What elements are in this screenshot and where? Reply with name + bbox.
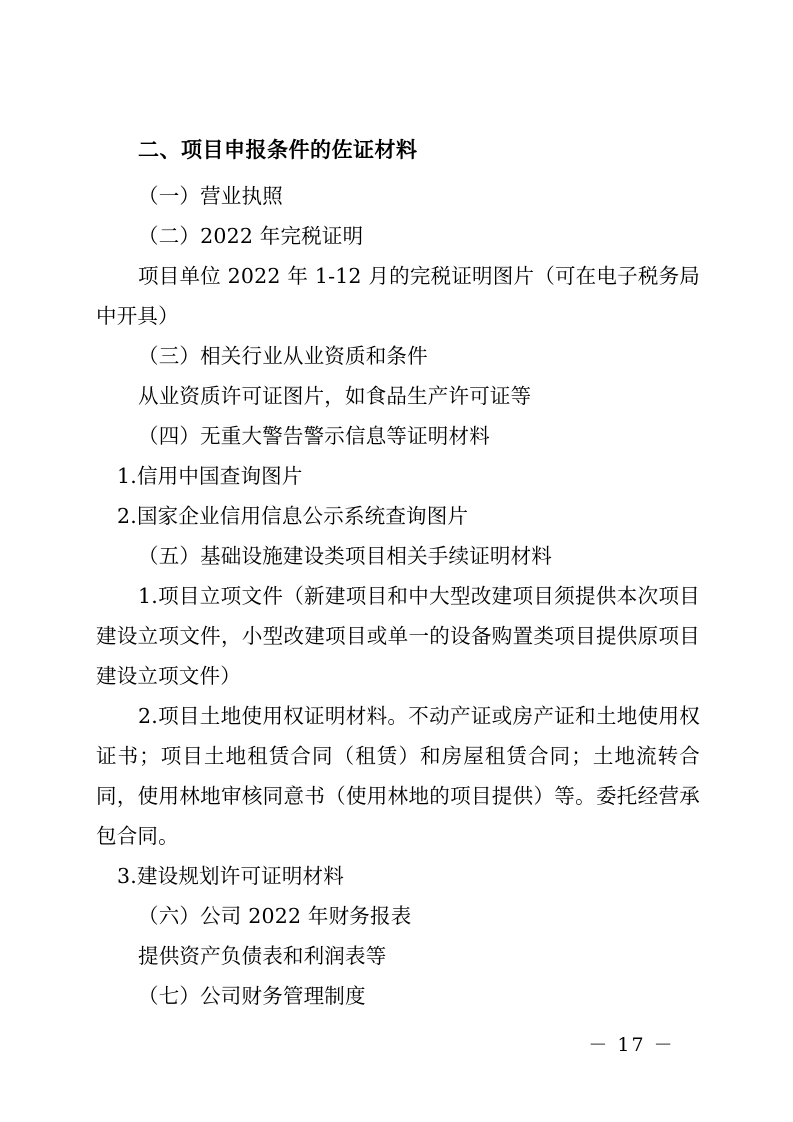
paragraph: 2.国家企业信用信息公示系统查询图片 <box>117 504 469 528</box>
paragraph: 3.建设规划许可证明材料 <box>117 864 344 888</box>
paragraph: （三）相关行业从业资质和条件 <box>138 344 428 368</box>
paragraph: （七）公司财务管理制度 <box>138 984 366 1008</box>
paragraph: （四）无重大警告警示信息等证明材料 <box>138 424 490 448</box>
paragraph: 项目单位 2022 年 1-12 月的完税证明图片（可在电子税务局中开具） <box>96 264 700 328</box>
paragraph: 从业资质许可证图片，如食品生产许可证等 <box>138 384 532 408</box>
paragraph: 提供资产负债表和利润表等 <box>138 944 387 968</box>
paragraph: （六）公司 2022 年财务报表 <box>138 904 412 928</box>
document-body <box>96 130 700 1016</box>
page-number: － 17 － <box>588 1034 675 1056</box>
paragraph: 1.信用中国查询图片 <box>117 464 303 488</box>
paragraph: （五）基础设施建设类项目相关手续证明材料 <box>138 544 552 568</box>
paragraph: （二）2022 年完税证明 <box>138 224 364 248</box>
page-footer <box>0 1030 793 1057</box>
paragraph: 1.项目立项文件（新建项目和中大型改建项目须提供本次项目建设立项文件，小型改建项目或单一的设备购置类项目提供原项目建设立项文件） <box>96 584 700 688</box>
section-heading: 二、项目申报条件的佐证材料 <box>138 138 418 162</box>
paragraph: （一）营业执照 <box>138 184 283 208</box>
paragraph: 2.项目土地使用权证明材料。不动产证或房产证和土地使用权证书；项目土地租赁合同（租赁）和房屋租赁合同；土地流转合同，使用林地审核同意书（使用林地的项目提供）等。委托经营承包合同。 <box>96 704 700 848</box>
